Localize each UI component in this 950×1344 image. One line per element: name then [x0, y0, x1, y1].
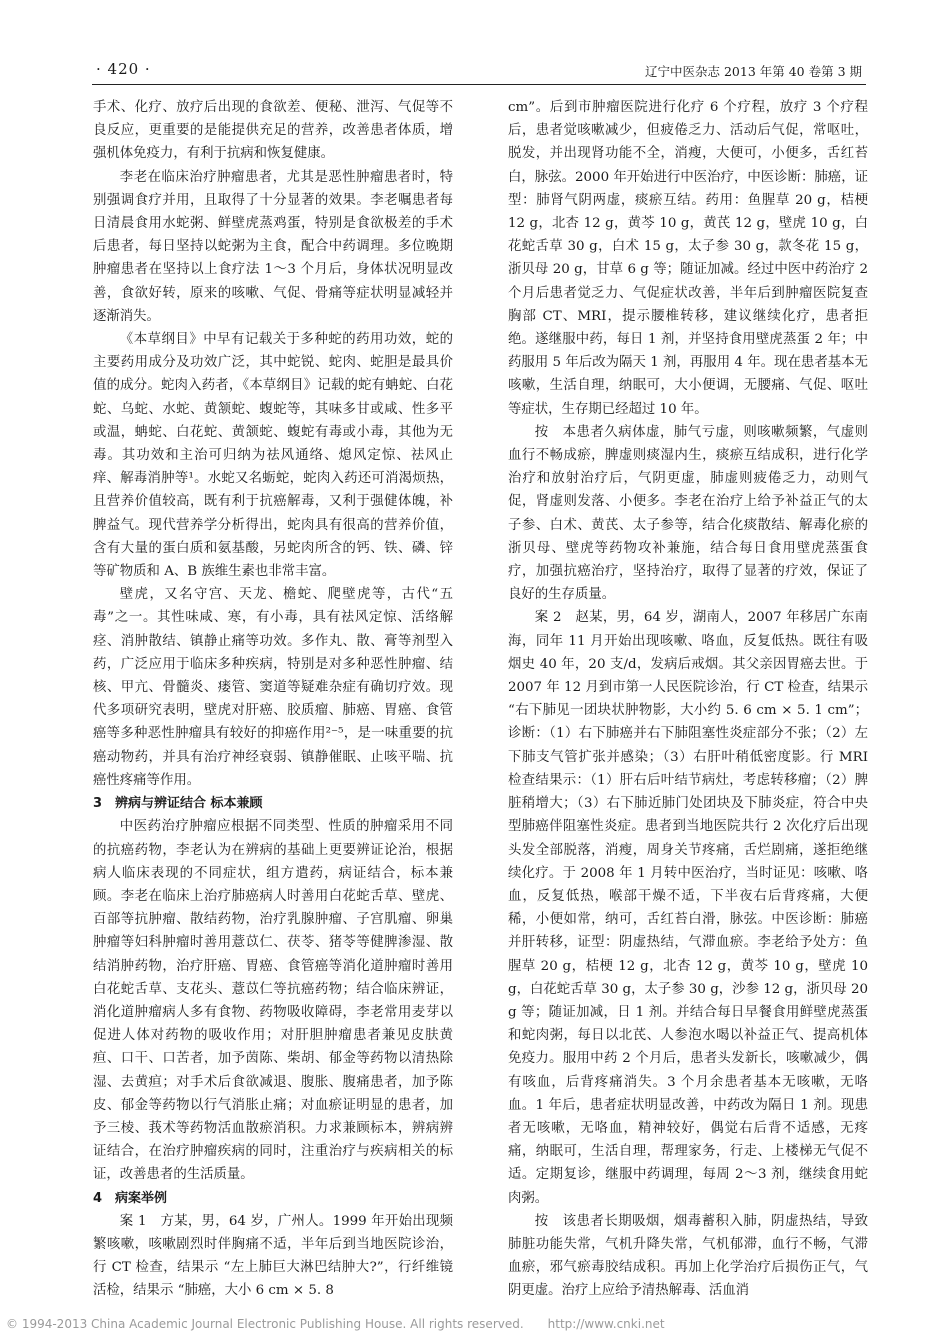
paragraph: 《本草纲目》中早有记载关于多种蛇的药用功效，蛇的主要药用成分及功效广泛，其中蛇锐、蛇肉、蛇胆是最具价值的成分。蛇肉入药者，《本草纲目》记载的蛇有蚺蛇、白花蛇、乌蛇、水蛇、黄颔蛇、蝮蛇等，其味多甘或咸、性多平或温，蚺蛇、白花蛇、黄颔蛇、蝮蛇有毒或小毒，其他为无毒。其功效和主治可归纳为祛风通络、熄风定惊、祛风止痒、解毒消肿等¹。水蛇又名蛎蛇，蛇肉入药还可消渴烦热，且营养价值较高，既有利于抗癌解毒，又利于强健体魄，补脾益气。现代营养学分析得出，蛇肉具有很高的营养价值，含有大量的蛋白质和氨基酸，另蛇肉所含的钙、铁、磷、锌等矿物质和 A、B 族维生素也非常丰富。 [93, 332, 453, 580]
paragraph: 按 该患者长期吸烟，烟毒蓄积入肺，阴虚热结，导致肺脏功能失常，气机升降失常，气机郁滞，血行不畅，气滞血瘀，邪气瘀毒胶结成积。再加上化学治疗后损伤正气，气阴更虚。治疗上应给予清热解毒、活血消 [508, 1213, 868, 1299]
paragraph: cm”。后到市肿瘤医院进行化疗 6 个疗程，放疗 3 个疗程后，患者觉咳嗽减少，但疲倦乏力、活动后气促，常呕吐，脱发，并出现肾功能不全，消瘦，大便可，小便多，舌红苔白，脉弦。2000 年开始进行中医治疗，中医诊断：肺癌，证型：肺肾气阴两虚，痰瘀互结。药用：鱼腥草 20 g，桔梗 12 g，北杏 12 g，黄芩 10 g，黄芪 12 g，壁虎 10 g，白花蛇舌草 30 g，白术 15 g，太子参 30 g，款冬花 15 g，浙贝母 20 g，甘草 6 g 等；随证加减。经过中医中药治疗 2 个月后患者觉乏力、气促症状改善，半年后到肿瘤医院复查胸部 CT、MRI，提示腰椎转移，建议继续化疗，患者拒绝。遂继服中药，每日 1 剂，并坚持食用壁虎蒸蛋 2 年；中药服用 5 年后改为隔天 1 剂，再服用 4 年。现在患者基本无咳嗽，生活自理，纳眠可，大小便调，无腰痛、气促、呕吐等症状，生存期已经超过 10 年。 [508, 100, 868, 417]
journal-header: 辽宁中医杂志 2013 年第 40 卷第 3 期 [644, 64, 862, 79]
copyright-footer: © 1994-2013 China Academic Journal Electronic Publishing House. All rights reserved. http://www.cnki.net [6, 1317, 665, 1331]
paragraph: 李老在临床治疗肿瘤患者，尤其是恶性肿瘤患者时，特别强调食疗并用，且取得了十分显著的效果。李老嘱患者每日清晨食用水蛇粥、鲜壁虎蒸鸡蛋，特别是食欲极差的手术后患者，每日坚持以蛇粥为主食，配合中药调理。多位晚期肿瘤患者在坚持以上食疗法 1～3 个月后，身体状况明显改善，食欲好转，原来的咳嗽、气促、骨痛等症状明显减轻并逐渐消失。 [93, 169, 453, 324]
paragraph: 壁虎，又名守宫、天龙、檐蛇、爬壁虎等，古代“五毒”之一。其性味咸、寒，有小毒，具有祛风定惊、活络解痉、消肿散结、镇静止痛等功效。多作丸、散、膏等剂型入药，广泛应用于临床多种疾病，特别是对多种恶性肿瘤、结核、甲亢、骨髓炎、瘘管、窦道等疑难杂症有确切疗效。现代多项研究表明，壁虎对肝癌、胶质瘤、肺癌、胃癌、食管癌等多种恶性肿瘤具有较好的抑癌作用²⁻⁵，是一味重要的抗癌动物药，并具有治疗神经衰弱、镇静催眠、止咳平喘、抗癌性疼痛等作用。 [93, 587, 453, 788]
paragraph: 手术、化疗、放疗后出现的食欲差、便秘、泄泻、气促等不良反应，更重要的是能提供充足的营养，改善患者体质，增强机体免疫力，有利于抗病和恢复健康。 [93, 100, 453, 162]
paragraph: 案 1 方某，男，64 岁，广州人。1999 年开始出现频繁咳嗽，咳嗽剧烈时伴胸痛不适，半年后到当地医院诊治，行 CT 检查，结果示 “左上肺巨大淋巴结肿大?”，行纤维镜活检，结果示 “肺癌，大小 6 cm × 5. 8 [93, 1213, 453, 1299]
section-number: 4 [93, 1190, 103, 1206]
section-number: 3 [93, 796, 103, 812]
section-title: 病案举例 [115, 1190, 168, 1206]
section-title: 辨病与辨证结合 标本兼顾 [115, 796, 263, 812]
left-column [93, 96, 453, 1303]
right-column [508, 96, 868, 1303]
paragraph: 中医药治疗肿瘤应根据不同类型、性质的肿瘤采用不同的抗癌药物，李老认为在辨病的基础上更要辨证论治，根据病人临床表现的不同症状，组方遣药，病证结合，标本兼顾。李老在临床上治疗肺癌病人时善用白花蛇舌草、壁虎、百部等抗肿瘤、散结药物，治疗乳腺肿瘤、子宫肌瘤、卵巢肿瘤等妇科肿瘤时善用薏苡仁、茯苓、猪苓等健脾渗湿、散结消肿药物，治疗肝癌、胃癌、食管癌等消化道肿瘤时善用白花蛇舌草、支花头、薏苡仁等抗癌药物；结合临床辨证，消化道肿瘤病人多有食物、药物吸收障碍，李老常用麦芽以促进人体对药物的吸收作用；对肝胆肿瘤患者兼见皮肤黄疸、口干、口苦者，加予茵陈、柴胡、郁金等药物以清热除湿、去黄疸；对手术后食欲减退、腹胀、腹痛患者，加予陈皮、郁金等药物以行气消胀止痛；对血瘀证明显的患者，加予三棱、莪术等药物活血散瘀消积。力求兼顾标本，辨病辨证结合，在治疗肿瘤疾病的同时，注重治疗与疾病相关的标证，改善患者的生活质量。 [93, 819, 453, 1183]
header-rule [92, 84, 866, 85]
paragraph: 案 2 赵某，男，64 岁，湖南人，2007 年移居广东南海，同年 11 月开始出现咳嗽、咯血，反复低热。既往有吸烟史 40 年，20 支/d，发病后戒烟。其父亲因胃癌去世。于 2007 年 12 月到市第一人民医院诊治，行 CT 检查，结果示 “右下肺见一团块状肿物影，大小约 5. 6 cm × 5. 1 cm”；诊断：（1）右下肺癌并右下肺阻塞性炎症部分不张；（2）左下肺支气管扩张并感染；（3）右肝叶稍低密度影。行 MRI 检查结果示：（1）肝右后叶结节病灶，考虑转移瘤；（2）脾脏稍增大；（3）右下肺近肺门处团块及下肺炎症，符合中央型肺癌伴阻塞性炎症。患者到当地医院共行 2 次化疗后出现头发全部脱落，消瘦，周身关节疼痛，舌烂剧痛，遂拒绝继续化疗。于 2008 年 1 月转中医治疗，当时证见：咳嗽、咯血，反复低热，喉部干燥不适，下半夜右后背疼痛，大便稀，小便如常，纳可，舌红苔白滑，脉弦。中医诊断：肺癌并肝转移，证型：阴虚热结，气滞血瘀。李老给予处方：鱼腥草 20 g，桔梗 12 g，北杏 12 g，黄芩 10 g，壁虎 10 g，白花蛇舌草 30 g，太子参 30 g，沙参 12 g，浙贝母 20 g 等；随证加减，日 1 剂。并结合每日早餐食用鲜壁虎蒸蛋和蛇肉粥，每日以北芪、人参泡水喝以补益正气、提高机体免疫力。服用中药 2 个月后，患者头发新长，咳嗽减少，偶有咳血，后背疼痛消失。3 个月余患者基本无咳嗽，无咯血。1 年后，患者症状明显改善，中药改为隔日 1 剂。现患者无咳嗽，无咯血，精神较好，偶觉右后背不适感，无疼痛，纳眠可，生活自理，帮理家务，行走、上楼梯无气促不适。定期复诊，继服中药调理，每周 2～3 剂，继续食用蛇肉粥。 [508, 610, 868, 1206]
section-heading-3 [93, 792, 453, 815]
paragraph: 按 本患者久病体虚，肺气亏虚，则咳嗽频繁，气虚则血行不畅成瘀，脾虚则痰湿内生，痰瘀互结成积，进行化学治疗和放射治疗后，气阴更虚，肺虚则疲倦乏力，动则气促，肾虚则发落、小便多。李老在治疗上给予补益正气的太子参、白术、黄芪、太子参等，结合化痰散结、解毒化瘀的浙贝母、壁虎等药物攻补兼施，结合每日食用壁虎蒸蛋食疗，加强抗癌治疗，坚持治疗，取得了显著的疗效，保证了良好的生存质量。 [508, 424, 868, 603]
section-heading-4 [93, 1187, 453, 1210]
page-number: · 420 · [96, 60, 151, 78]
